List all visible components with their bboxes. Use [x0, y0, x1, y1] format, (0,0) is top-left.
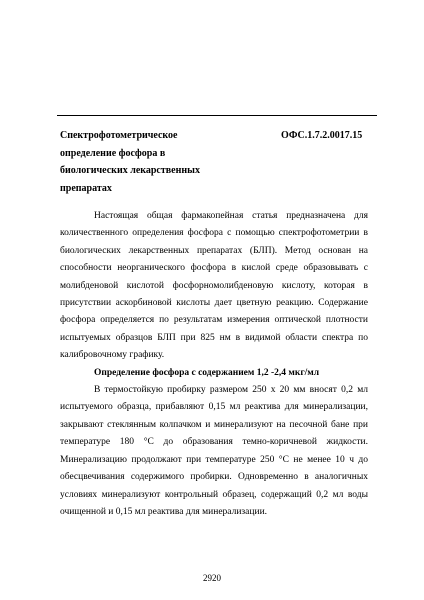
article-code: ОФС.1.7.2.0017.15	[281, 130, 363, 141]
article-title: Спектрофотометрическое определение фосфора в биологических лекарственных препаратах	[60, 130, 200, 194]
section-subheading: Определение фосфора с содержанием 1,2 -2,4 мкг/мл	[94, 367, 320, 378]
article-body	[60, 208, 368, 521]
page-number: 2920	[203, 573, 221, 583]
header-rule	[57, 115, 377, 116]
procedure-paragraph: В термостойкую пробирку размером 250 х 20 мм вносят 0,2 мл испытуемого образца, прибавляют 0,15 мл реактива для минерализации, закрывают стеклянным колпачком и минерализуют на песочной бане при температуре 180 °С до образования темно-коричневой жидкости. Минерализацию продолжают при температуре 250 °С не менее 10 ч до обесцвечивания содержимого пробирки. Одновременно в аналогичных условиях минерализуют контрольный образец, содержащий 0,2 мл воды очищенной и 0,15 мл реактива для минерализации.	[60, 385, 368, 517]
intro-paragraph: Настоящая общая фармакопейная статья предназначена для количественного определения фосфора с помощью спектрофотометрии в биологических лекарственных препаратах (БЛП). Метод основан на способности неорганического фосфора в кислой среде образовывать с молибденовой кислотой фосфорномолибденовую кислоту, которая в присутствии аскорбиновой кислоты дает цветную реакцию. Содержание фосфора определяется по результатам измерения оптической плотности испытуемых образцов БЛП при 825 нм в видимой области спектра по калибровочному графику.	[60, 211, 368, 361]
